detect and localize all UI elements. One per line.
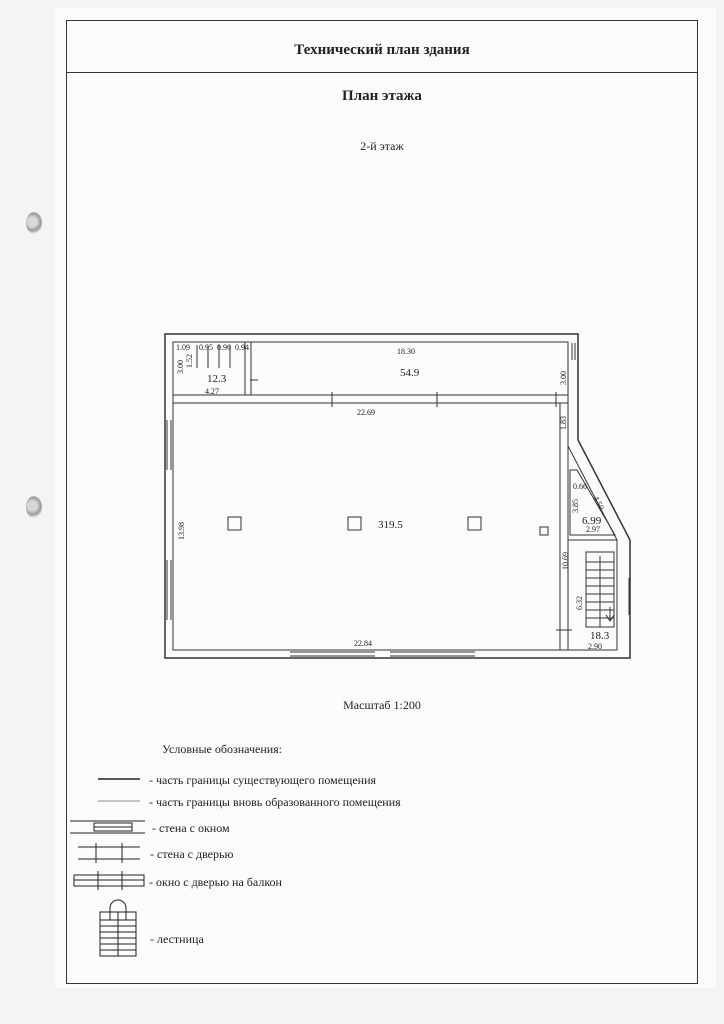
room-area-label: 319.5 <box>378 519 403 531</box>
room-area-label: 18.3 <box>590 630 610 642</box>
floor-label: 2-й этаж <box>360 139 404 153</box>
dim-label: 3.00 <box>176 360 185 374</box>
legend-symbol-window <box>70 821 145 833</box>
dim-label: 0.94 <box>235 343 249 352</box>
legend-item-label: - часть границы вновь образованного помещения <box>149 795 401 809</box>
room-area-label: 12.3 <box>207 373 227 385</box>
dim-label: 3.00 <box>559 371 568 385</box>
dim-label: 0.96 <box>217 343 231 352</box>
dim-label: 6.32 <box>575 596 584 610</box>
legend-item-label: - лестница <box>150 932 204 946</box>
dim-label: 10.69 <box>561 552 570 570</box>
legend-item-label: - стена с окном <box>152 821 230 835</box>
column <box>348 517 361 530</box>
dim-label: 4.50 <box>591 494 606 512</box>
legend-item-label: - часть границы существующего помещения <box>149 773 377 787</box>
dim-label: 2.90 <box>588 642 602 651</box>
legend-item-label: - окно с дверью на балкон <box>149 875 282 889</box>
dim-label: 1.09 <box>176 343 190 352</box>
dim-label: 22.84 <box>354 639 372 648</box>
dim-label: 13.98 <box>177 522 186 540</box>
dim-label: 0.66 <box>573 482 587 491</box>
dim-label: 22.69 <box>357 408 375 417</box>
dim-label: 1.52 <box>185 354 194 368</box>
dim-label: 4.27 <box>205 387 219 396</box>
dim-label: 18.30 <box>397 347 415 356</box>
column <box>228 517 241 530</box>
dim-label: 0.95 <box>199 343 213 352</box>
dim-label: 1.83 <box>559 416 568 430</box>
legend-symbol-balcony <box>74 871 144 890</box>
legend-symbol-door <box>78 843 140 863</box>
legend-title: Условные обозначения: <box>162 742 283 756</box>
column <box>468 517 481 530</box>
room-area-label: 54.9 <box>400 367 420 379</box>
scale-label: Масштаб 1:200 <box>343 698 421 712</box>
dim-label: 3.85 <box>571 499 580 513</box>
legend-item-label: - стена с дверью <box>150 847 234 861</box>
room-area-label: 6.99 <box>582 515 602 527</box>
column <box>540 527 548 535</box>
legend-symbol-stairs <box>100 900 136 956</box>
inner-wall <box>173 342 617 650</box>
dim-label: 2.97 <box>586 525 600 534</box>
plan-title: План этажа <box>342 88 422 104</box>
document-title: Технический план здания <box>294 42 470 58</box>
